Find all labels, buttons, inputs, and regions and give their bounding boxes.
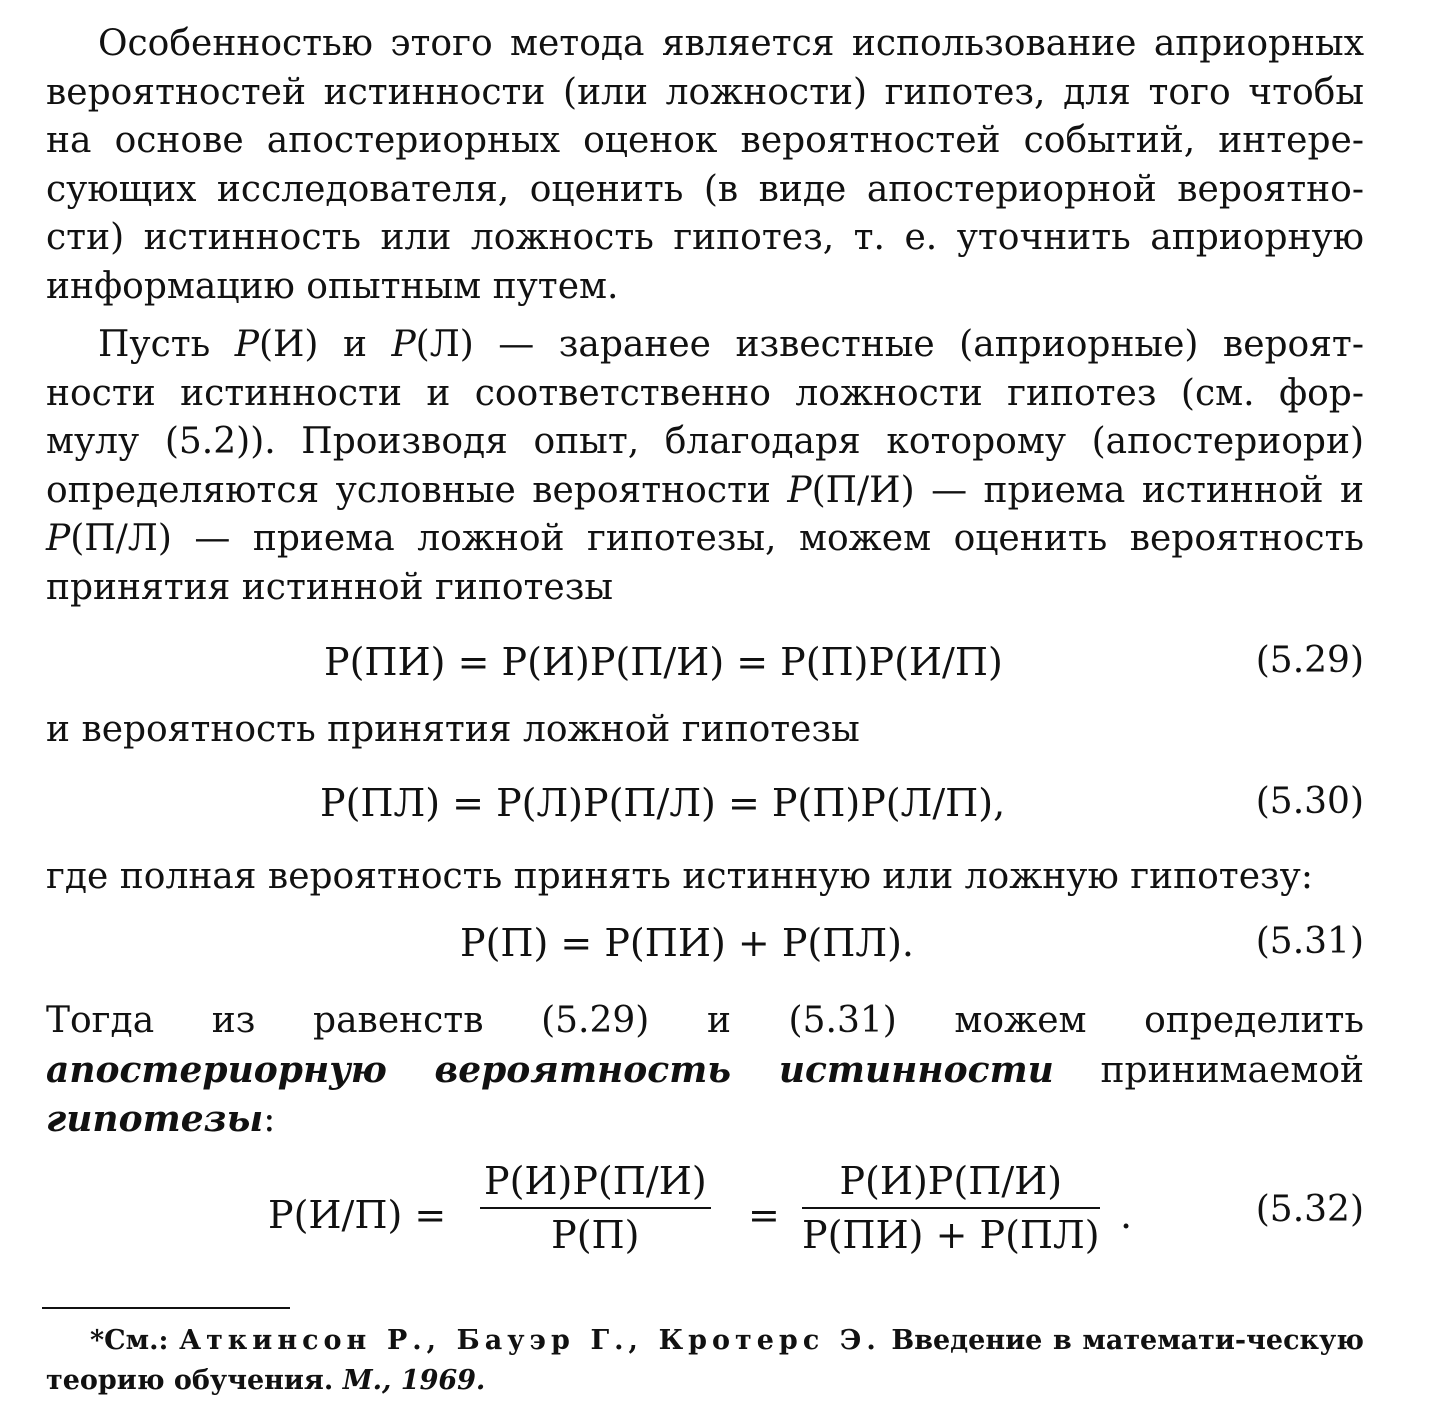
formula-5-29-number: (5.29) [1255,640,1364,681]
formula-5-32-fraction-1 [480,1159,711,1257]
p3-emphasis-posterior-probability: апостериорную вероятность истинности [46,1048,1054,1091]
text-total-probability: где полная вероятность принять истинную или ложную гипотезу: [46,855,1313,897]
paragraph-prior-probabilities [46,321,1364,612]
p2-text-3: (Л) — заранее известные (априорные) вероят-ности истинности и соответственно ложности гипотез (см. фор-мулу (5.2)). Производя опыт, благодаря которому (апостериори) определяются условные вероятности [46,324,1365,511]
p2-text-2: (И) и [258,324,392,365]
formula-5-29-expression: P(ПИ) = P(И)P(П/И) = P(П)P(И/П) [324,640,1003,684]
formula-5-32 [46,1159,1364,1277]
footnote-authors: Аткинсон Р., Бауэр Г., Кротерс Э. [179,1324,881,1356]
p2-text-1: Пусть [98,324,235,365]
paragraph-posterior-probability [46,997,1364,1145]
footnote-lead: *См.: [90,1324,180,1356]
paragraph-method-description [46,20,1364,311]
p3-text-1: Тогда из равенств (5.29) и (5.31) можем определить [46,1000,1364,1041]
fraction-2-numerator: P(И)P(П/И) [839,1158,1063,1203]
formula-5-30-expression: P(ПЛ) = P(Л)P(П/Л) = P(П)P(Л/П), [320,780,1006,825]
footnote-title: Введение в математи-ческую теорию обучения. [46,1324,1364,1396]
book-page [46,20,1364,1428]
text-false-hypothesis-probability: и вероятность принятия ложной гипотезы [46,709,860,750]
footnote-rule [42,1307,290,1309]
footnote [46,1321,1364,1401]
p2-math-p3: P [787,469,812,511]
footnote-tail: М., 1969. [333,1364,486,1396]
p2-math-p4: P [46,518,71,559]
formula-5-31-expression: P(П) = P(ПИ) + P(ПЛ). [460,921,914,965]
formula-5-32-fraction-2 [802,1159,1100,1257]
formula-5-32-period: . [1120,1192,1133,1237]
p2-math-p1: P [234,324,259,365]
fraction-1-denominator: P(П) [551,1212,640,1257]
p3-text-3: : [263,1099,276,1140]
p2-text-5: (П/Л) — приема ложной гипотезы, можем оценить вероятность принятия истинной гипотезы [46,518,1364,608]
p2-math-p2: P [391,324,416,365]
fraction-1-numerator: P(И)P(П/И) [484,1158,707,1203]
formula-5-30-number: (5.30) [1255,780,1364,822]
formula-5-31 [46,909,1364,979]
p2-text-4: (П/И) — приема истинной и [811,469,1364,511]
formula-5-32-number: (5.32) [1255,1188,1364,1230]
paragraph-1-text: Особенностью этого метода является использование априорных вероятностей истинности (или ложности) гипотез, для того чтобы на основе апостериорных оценок вероятностей событий, интере-сующих исследователя, оценить (в виде апостериорной вероятно-сти) истинность или ложность гипотез, т. е. уточнить априорную информацию опытным путем. [46,23,1364,307]
formula-5-29 [46,628,1364,698]
formula-5-32-lhs: P(И/П) = [268,1192,447,1237]
formula-5-31-number: (5.31) [1255,921,1364,962]
formula-5-30 [46,769,1364,839]
p3-emphasis-hypothesis: гипотезы [46,1098,264,1140]
p3-text-2: принимаемой [1053,1049,1364,1091]
fraction-2-denominator: P(ПИ) + P(ПЛ) [802,1212,1100,1257]
formula-5-32-equals: = [748,1192,780,1237]
